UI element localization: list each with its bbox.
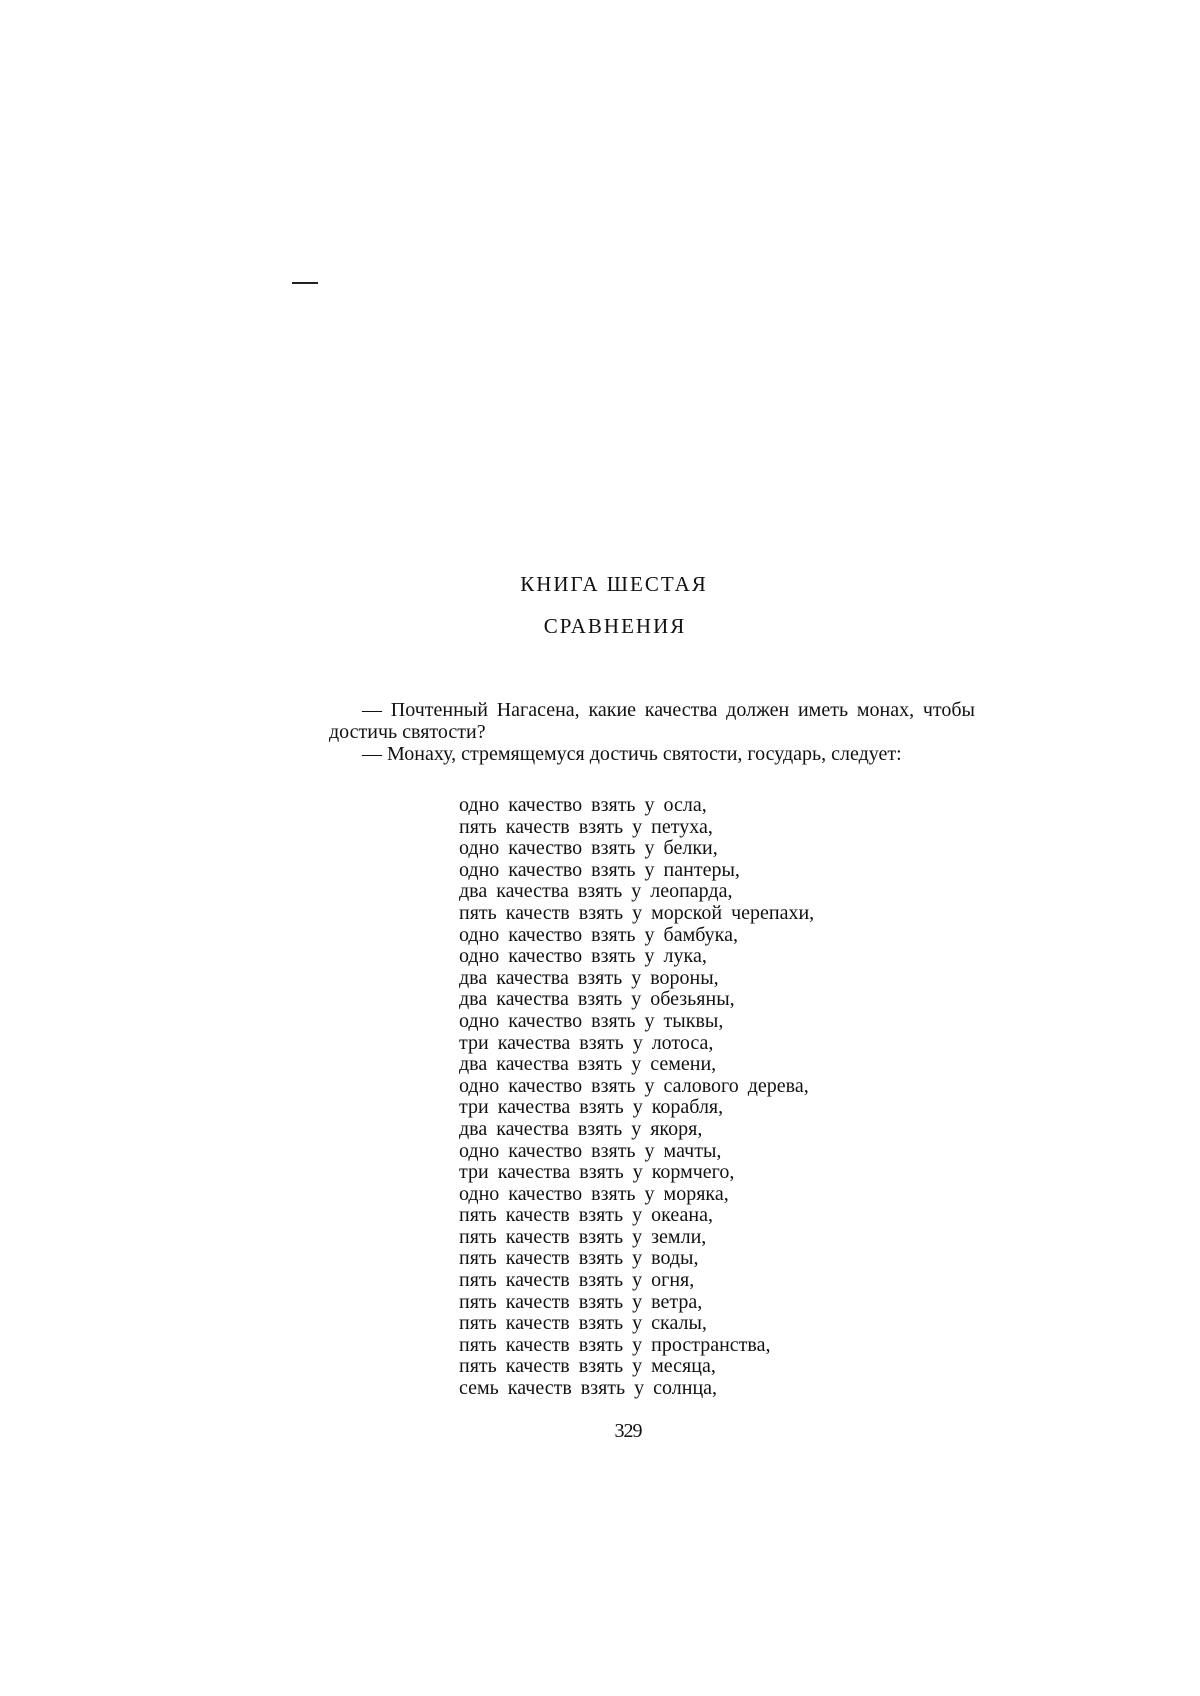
verse-line: одно качество взять у салового дерева, <box>459 1074 809 1097</box>
verse-line: пять качеств взять у петуха, <box>459 815 713 838</box>
page-number: 329 <box>614 1420 642 1442</box>
verse-line: пять качеств взять у земли, <box>459 1225 707 1248</box>
verse-line: одно качество взять у лука, <box>459 945 707 968</box>
verse-line: два качества взять у вороны, <box>459 966 719 989</box>
verse-line: одно качество взять у тыквы, <box>459 1009 724 1032</box>
verse-line: три качества взять у корабля, <box>459 1096 724 1119</box>
verse-line: одно качество взять у мачты, <box>459 1139 722 1162</box>
verse-line: пять качеств взять у огня, <box>459 1269 695 1292</box>
verse-line: два качества взять у обезьяны, <box>459 988 735 1011</box>
verse-line: одно качество взять у бамбука, <box>459 923 738 946</box>
section-title: СРАВНЕНИЯ <box>543 614 687 638</box>
verse-line: одно качество взять у осла, <box>459 794 707 816</box>
verse-line: одно качество взять у белки, <box>459 837 718 860</box>
verse-line: пять качеств взять у воды, <box>459 1247 699 1270</box>
verse-line: пять качеств взять у морской черепахи, <box>459 901 815 924</box>
verse-line: одно качество взять у моряка, <box>459 1182 729 1205</box>
book-title: КНИГА ШЕСТАЯ <box>520 572 708 596</box>
verse-line: пять качеств взять у скалы, <box>459 1312 707 1335</box>
verse-line: два качества взять у якоря, <box>459 1117 703 1140</box>
verse-list <box>459 795 814 1400</box>
verse-line: семь качеств взять у солнца, <box>459 1377 718 1400</box>
verse-line: три качества взять у лотоса, <box>459 1031 714 1054</box>
verse-line: пять качеств взять у океана, <box>459 1204 713 1227</box>
dialogue-question: — Почтенный Нагасена, какие качества должен иметь монах, чтобы достичь святости? <box>329 699 975 743</box>
dialogue-block <box>329 699 975 765</box>
verse-line: пять качеств взять у месяца, <box>459 1355 716 1378</box>
margin-dash <box>292 282 318 284</box>
verse-line: два качества взять у семени, <box>459 1053 717 1076</box>
verse-line: пять качеств взять у ветра, <box>459 1290 703 1313</box>
verse-line: три качества взять у кормчего, <box>459 1161 735 1184</box>
verse-line: пять качеств взять у пространства, <box>459 1333 771 1356</box>
verse-line: два качества взять у леопарда, <box>459 880 733 903</box>
dialogue-answer: — Монаху, стремящемуся достичь святости, государь, следует: <box>362 743 902 765</box>
verse-line: одно качество взять у пантеры, <box>459 858 740 881</box>
